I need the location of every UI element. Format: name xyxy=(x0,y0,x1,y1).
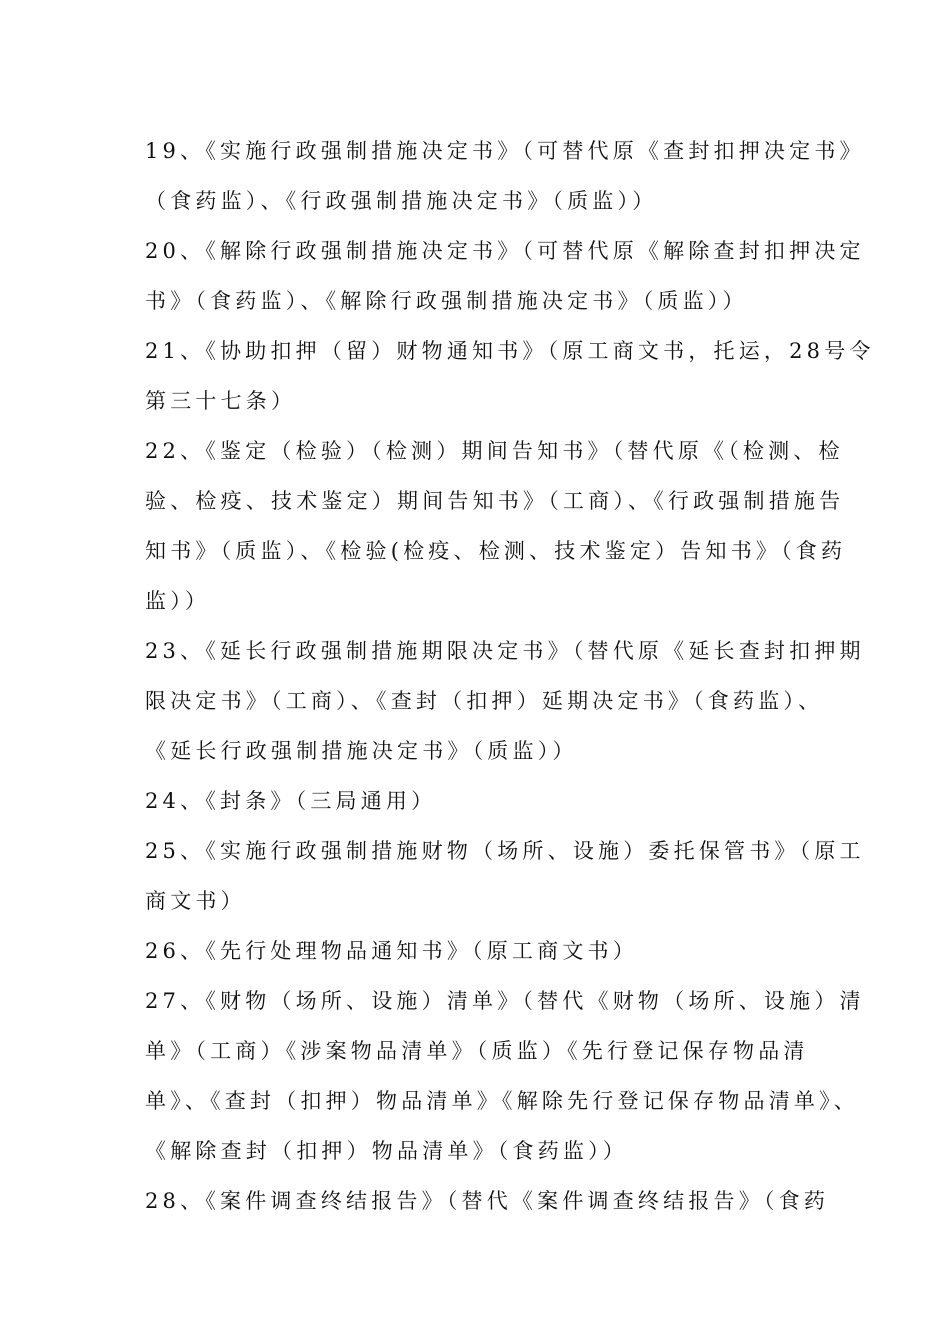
text-line: 知书》（质监）、《检验(检疫、检测、技术鉴定）告知书》（食药 xyxy=(145,539,847,563)
text-line: 27、《财物（场所、设施）清单》（替代《财物（场所、设施）清 xyxy=(145,989,865,1013)
text-line: 《解除查封（扣押）物品清单》（食药监）） xyxy=(145,1139,628,1163)
text-line: 书》（食药监）、《解除行政强制措施决定书》（质监）） xyxy=(145,289,748,313)
text-line: 24、《封条》（三局通用） xyxy=(145,789,437,813)
text-line: 26、《先行处理物品通知书》（原工商文书） xyxy=(145,939,638,963)
text-line: 20、《解除行政强制措施决定书》（可替代原《解除查封扣押决定 xyxy=(145,239,865,263)
text-line: 23、《延长行政强制措施期限决定书》（替代原《延长查封扣押期 xyxy=(145,639,865,663)
text-line: 19、《实施行政强制措施决定书》（可替代原《查封扣押决定书》 xyxy=(145,139,865,163)
text-line: 第三十七条） xyxy=(145,389,297,413)
text-line: 验、检疫、技术鉴定）期间告知书》（工商）、《行政强制措施告 xyxy=(145,489,845,513)
text-line: 商文书） xyxy=(145,889,246,913)
text-line: 监）） xyxy=(145,589,211,613)
text-line: 限决定书》（工商）、《查封（扣押）延期决定书》（食药监）、 xyxy=(145,689,824,713)
text-line: 单》（工商）《涉案物品清单》（质监）《先行登记保存物品清 xyxy=(145,1039,809,1063)
text-line: 单》、《查封（扣押）物品清单》《解除先行登记保存物品清单》、 xyxy=(145,1089,859,1113)
text-line: 《延长行政强制措施决定书》（质监）） xyxy=(145,739,578,763)
text-line: 28、《案件调查终结报告》（替代《案件调查终结报告》（食药 xyxy=(145,1189,830,1213)
text-line: 25、《实施行政强制措施财物（场所、设施）委托保管书》（原工 xyxy=(145,839,865,863)
text-line: （食药监）、《行政强制措施决定书》（质监）） xyxy=(145,189,658,213)
document-body xyxy=(145,133,875,1233)
text-line: 22、《鉴定（检验）（检测）期间告知书》（替代原《（检测、检 xyxy=(145,439,844,463)
text-line: 21、《协助扣押（留）财物通知书》（原工商文书，托运，28号令 xyxy=(145,339,875,363)
